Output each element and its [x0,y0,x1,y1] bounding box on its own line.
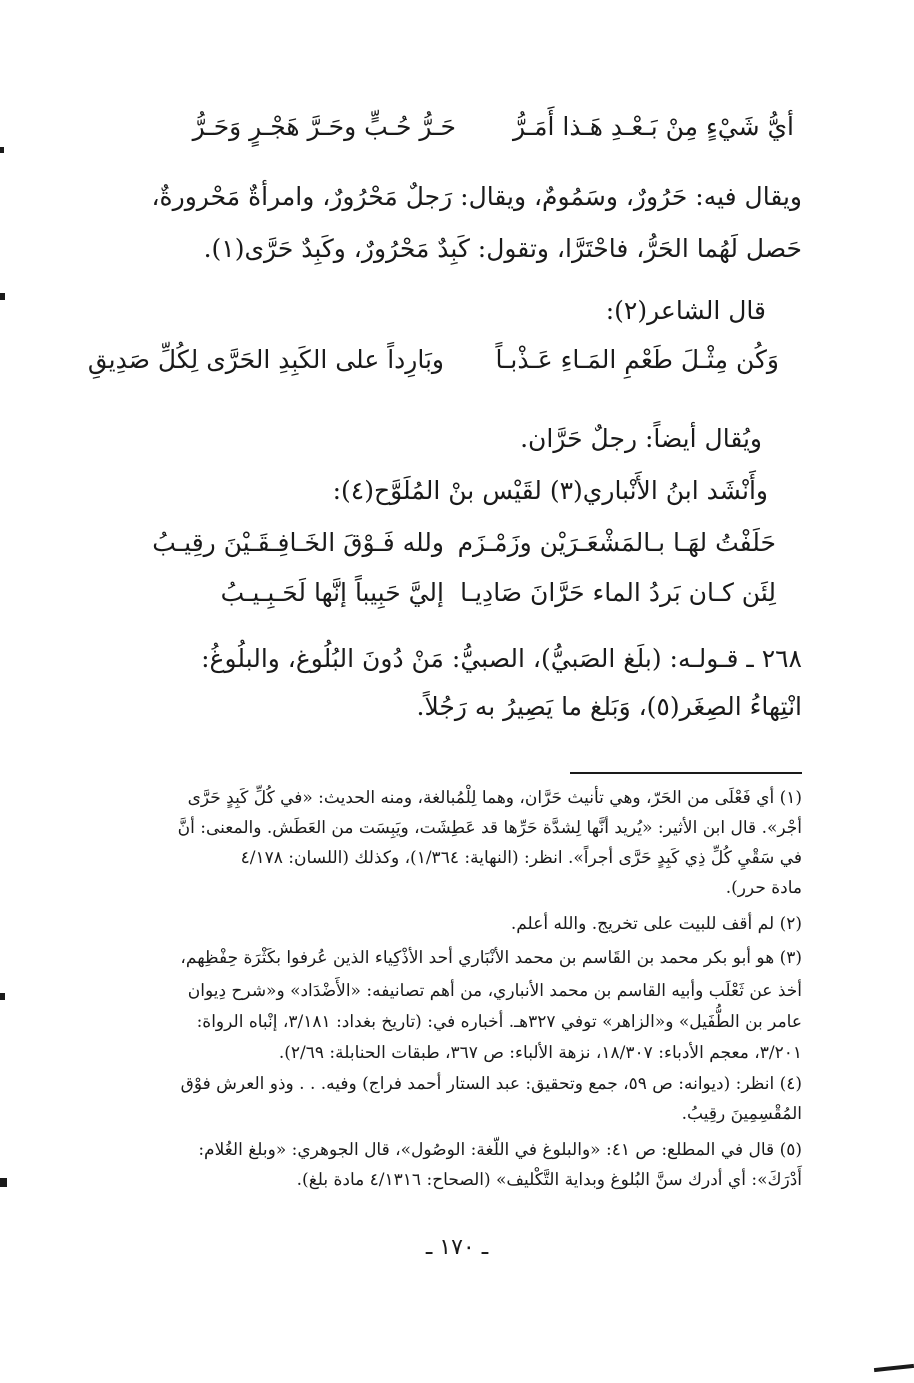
verse2-second-hemistich: وبَارِداً على الكَبِدِ الحَرَّى لِكُلِّ صَدِيقِ [87,345,444,374]
footnote-1-line3: في سَقْيِ كُلِّ ذِي كَبِدٍ حَرَّى أجراً». انظر: (النهاية: ١/٣٦٤)، وكذلك (اللسان: ٤/١٧٨ [240,848,802,868]
verse1-second-hemistich: حَـرُّ حُـبٍّ وحَـرَّ هَجْـرٍ وَحَـرُّ [192,112,456,141]
verse2-first-hemistich: وَكُن مِثْـلَ طَعْمِ المَـاءِ عَـذْبـاً [495,345,779,374]
footnote-3-line3: عامر بن الطُّفَيل» و«الزاهر» توفي ٣٢٧هـ. أخباره في: (تاريخ بغداد: ٣/١٨١، إنْباه الرواة: [196,1012,802,1032]
verse1-first-hemistich: أيُّ شَيْءٍ مِنْ بَـعْـدِ هَـذا أَمَـرُّ [512,112,794,141]
footnote-4-line1: (٤) انظر: (ديوانه: ص ٥٩، جمع وتحقيق: عبد الستار أحمد فراج) وفيه. . . وذو العرش فوْق [180,1074,802,1094]
footnote-3-line1: (٣) هو أبو بكر محمد بن القَاسم بن محمد الأنْبَاري أحد الأذْكِياء الذين عُرفوا بكَثْرَة حِفْظِهم، [180,948,802,968]
margin-mark-left-2 [0,293,5,300]
poet-intro-1: قال الشاعر(٢): [605,296,766,325]
footnote-4-line2: المُقْسِمِينَ رقِيبُ. [681,1104,802,1124]
footnote-1-line2: أجْر». قال ابن الأثير: «يُريد أنَّها لِشدَّة حَرِّها قد عَطِشَت، ويَبِسَت من العَطَش. والمعنى: أنَّ [177,818,802,838]
para4-line1: ٢٦٨ ـ قـولـه: (بلَغ الصَبيُّ)، الصبيُّ: مَنْ دُونَ البُلُوغ، والبلُوغُ: [201,644,802,673]
margin-mark-corner [874,1364,914,1372]
para4-line2: انْتِهاءُ الصِغَر(٥)، وَبَلغ ما يَصِيرُ به رَجُلاً. [416,692,802,721]
footnote-3-line4: ٣/٢٠١، معجم الأدباء: ١٨/٣٠٧، نزهة الألباء: ص ٣٦٧، طبقات الحنابلة: ٢/٦٩). [278,1043,802,1063]
footnote-3-line2: أخذ عن ثَعْلَب وأبيه القاسم بن محمد الأنباري، من أهم تصانيفه: «الأَضْدَاد» و«شرح دِيوان [187,981,802,1001]
para1-line1: ويقال فيه: حَرُورٌ، وسَمُومٌ، ويقال: رَجلٌ مَحْرُورٌ، وامرأةٌ مَحْرورةٌ، [151,182,802,211]
footnote-1-line1: (١) أي فَعْلَى من الحَرّ، وهي تأنيث حَرَّان، وهما لِلْمُبالغة، ومنه الحديث: «في كُلِّ كَبِدٍ حَرَّى [187,788,802,808]
footnote-2: (٢) لم أقف للبيت على تخريج. والله أعلم. [510,914,802,934]
para2: ويُقال أيضاً: رجلٌ حَرَّان. [520,424,762,453]
page-number: ـ ١٧٠ ـ [425,1235,489,1260]
footnote-5-line2: أَدْرَكَ»: أي أدرك سنَّ البُلوغ وبداية التَّكْليف» (الصحاح: ٤/١٣١٦ مادة بلغ). [296,1170,802,1190]
margin-mark-left-1 [0,147,4,153]
footnote-5-line1: (٥) قال في المطلع: ص ٤١: «والبلوغ في اللّغة: الوصُول»، قال الجوهري: «وبلغ الغُلام: [198,1140,802,1160]
footnote-separator [570,772,802,774]
footnote-1-line4: مادة حرر). [725,878,802,898]
verse3-second-hemistich: ولله فَـوْقَ الخَـافِـقَـيْنَ رقِيـبُ [152,528,444,557]
margin-mark-left-4 [0,1178,7,1187]
para3: وأَنْشَد ابنُ الأَنْباري(٣) لقَيْس بنْ المُلَوَّح(٤): [332,476,768,505]
verse4-second-hemistich: إليَّ حَبِيباً إنَّها لَحَـبِـيـبُ [220,578,444,607]
verse3-first-hemistich: حَلَفْتُ لهَـا بـالمَشْعَـرَيْن وزَمْـزَم [457,528,776,557]
margin-mark-left-3 [0,993,5,1000]
verse4-first-hemistich: لِئَن كـان بَردُ الماء حَرَّانَ صَادِيـا [460,578,776,607]
para1-line2: حَصل لَهُما الحَرُّ، فاحْتَرَّا، وتقول: كَبِدٌ مَحْرُورٌ، وكَبِدٌ حَرَّى(١). [203,234,802,263]
